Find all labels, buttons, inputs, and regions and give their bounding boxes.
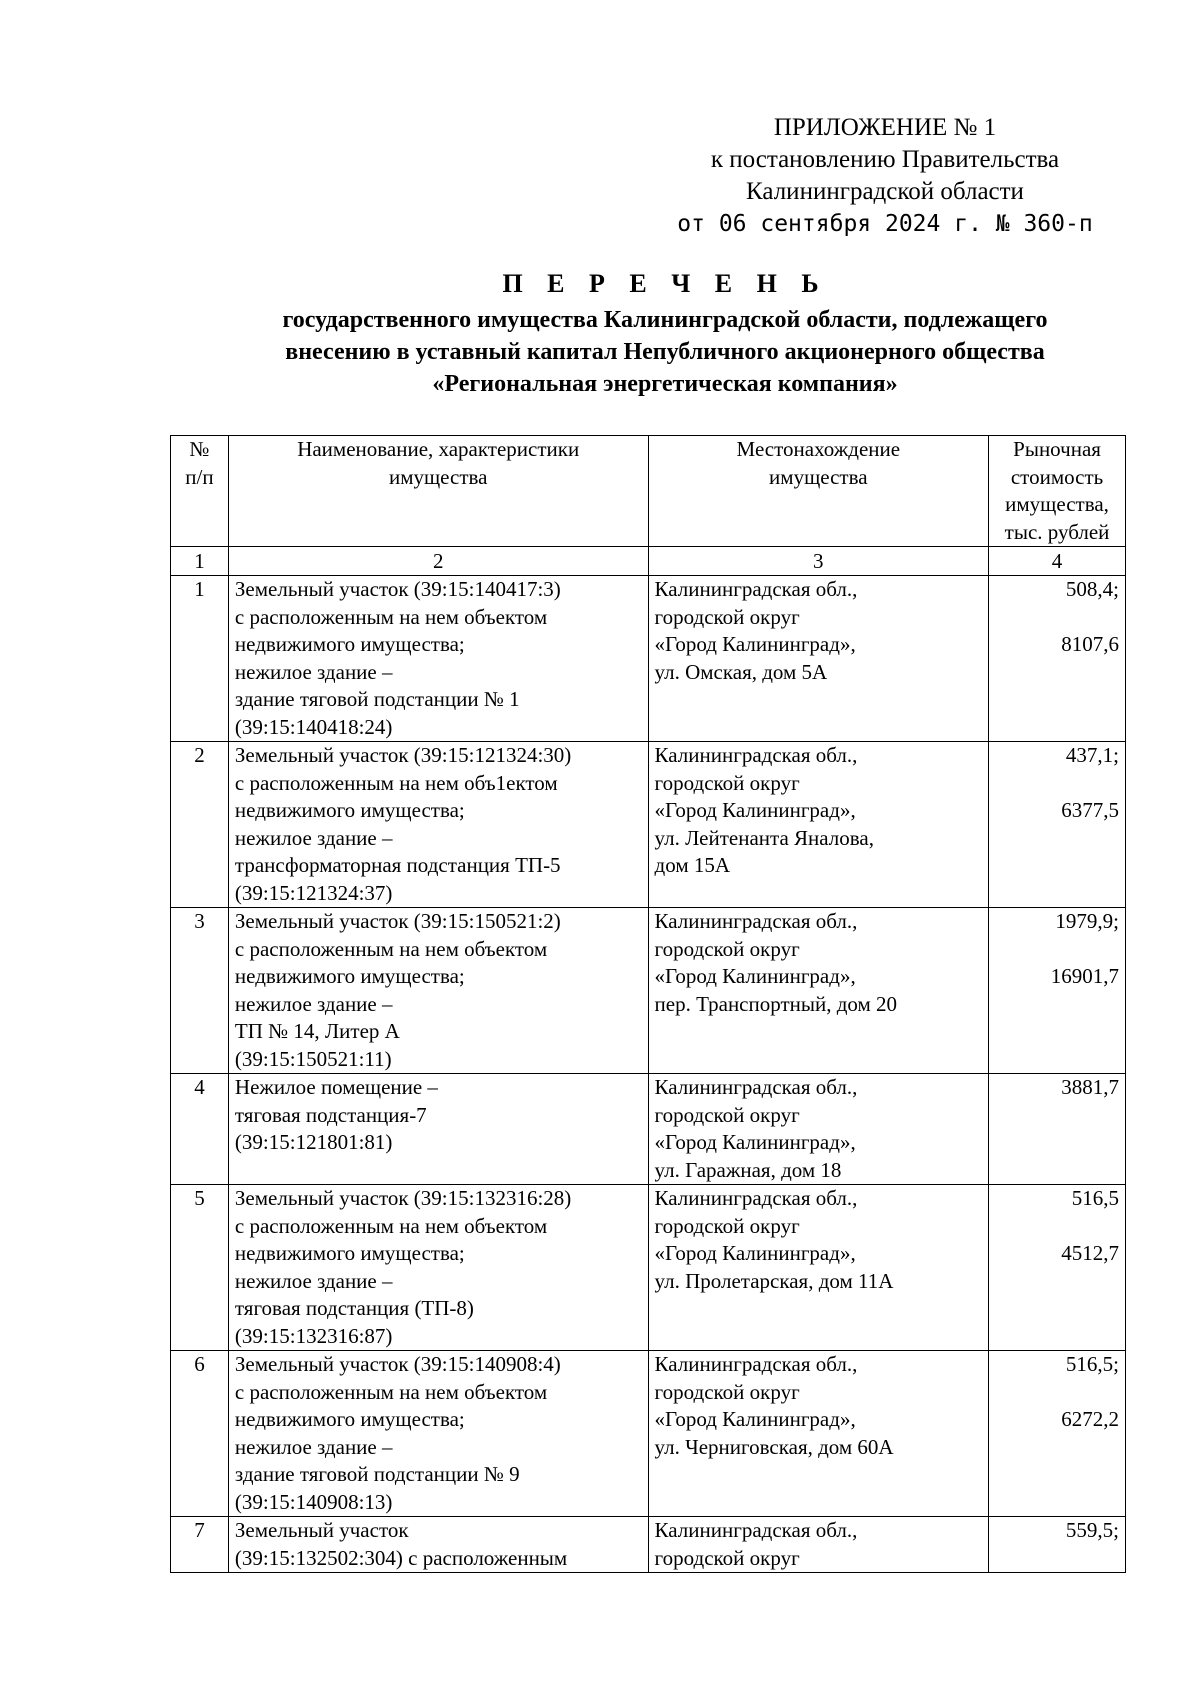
- document-title: [150, 268, 1180, 400]
- row-description: [228, 576, 648, 742]
- location-line: Калининградская обл.,: [654, 1075, 858, 1099]
- description-line: недвижимого имущества;: [234, 1407, 465, 1431]
- table-body: [171, 576, 1126, 1573]
- row-location: [648, 742, 989, 908]
- value-spacer: [995, 604, 1119, 632]
- location-line: городской округ: [654, 936, 800, 961]
- value-land: 516,5: [1071, 1186, 1119, 1210]
- description-line: (39:15:150521:11): [234, 1046, 392, 1071]
- header-description: Наименование, характеристики имущества: [228, 436, 648, 547]
- row-value: [989, 1185, 1126, 1351]
- description-line: с расположенным на нем объектом: [234, 1379, 548, 1404]
- title-line-1: государственного имущества Калининградской области, подлежащего: [282, 307, 1048, 333]
- row-location: [648, 1517, 989, 1573]
- row-location: [648, 1074, 989, 1185]
- value-land: 516,5;: [1065, 1352, 1119, 1376]
- table-row: [171, 908, 1126, 1074]
- description-line: недвижимого имущества;: [234, 964, 465, 988]
- row-index: 5: [171, 1185, 229, 1351]
- value-land: 508,4;: [1065, 577, 1119, 601]
- description-line: трансформаторная подстанция ТП-5: [234, 853, 561, 877]
- value-building: 6272,2: [1061, 1407, 1119, 1431]
- column-number: 2: [228, 547, 648, 576]
- location-line: ул. Пролетарская, дом 11А: [654, 1268, 894, 1293]
- row-index: 3: [171, 908, 229, 1074]
- location-line: городской округ: [654, 1379, 800, 1404]
- description-line: Земельный участок (39:15:140908:4): [234, 1352, 561, 1376]
- location-line: Калининградская обл.,: [654, 1352, 858, 1376]
- header-location: Местонахождение имущества: [648, 436, 989, 547]
- description-line: Земельный участок (39:15:150521:2): [234, 909, 561, 933]
- description-line: с расположенным на нем объ1ектом: [234, 770, 558, 795]
- row-index: 7: [171, 1517, 229, 1573]
- location-line: ул. Гаражная, дом 18: [654, 1157, 842, 1182]
- description-line: с расположенным на нем объектом: [234, 1213, 548, 1238]
- table-row: [171, 1517, 1126, 1573]
- column-number: 4: [989, 547, 1126, 576]
- table-row: [171, 1074, 1126, 1185]
- description-line: здание тяговой подстанции № 1: [234, 687, 520, 711]
- row-description: [228, 1351, 648, 1517]
- table-row: [171, 1351, 1126, 1517]
- location-line: пер. Транспортный, дом 20: [654, 991, 898, 1016]
- value-land: 559,5;: [1065, 1518, 1119, 1542]
- location-line: Калининградская обл.,: [654, 1518, 858, 1542]
- location-line: городской округ: [654, 1545, 800, 1570]
- description-line: здание тяговой подстанции № 9: [234, 1462, 520, 1486]
- description-line: (39:15:140418:24): [234, 714, 393, 739]
- row-location: [648, 576, 989, 742]
- description-line: тяговая подстанция (ТП-8): [234, 1296, 474, 1320]
- table-row: [171, 1185, 1126, 1351]
- row-description: [228, 1517, 648, 1573]
- table-row: [171, 576, 1126, 742]
- column-number: 3: [648, 547, 989, 576]
- appendix-date: от 06 сентября 2024 г. № 360-п: [677, 211, 1093, 237]
- column-number-row: [171, 547, 1126, 576]
- description-line: (39:15:132316:87): [234, 1323, 393, 1348]
- location-line: «Город Калининград»,: [654, 1241, 856, 1265]
- description-line: нежилое здание –: [234, 1268, 393, 1293]
- row-description: [228, 1185, 648, 1351]
- title-main: П Е Р Е Ч Е Н Ь: [502, 269, 828, 298]
- value-building: 16901,7: [1050, 964, 1119, 988]
- value-land: 1979,9;: [1055, 909, 1119, 933]
- value-building: 4512,7: [1061, 1241, 1119, 1265]
- description-line: Земельный участок (39:15:140417:3): [234, 577, 561, 601]
- row-index: 1: [171, 576, 229, 742]
- location-line: городской округ: [654, 1102, 800, 1127]
- description-line: Земельный участок (39:15:121324:30): [234, 743, 572, 767]
- description-line: (39:15:121801:81): [234, 1130, 393, 1154]
- row-description: [228, 908, 648, 1074]
- location-line: ул. Лейтенанта Яналова,: [654, 825, 874, 850]
- value-spacer: [995, 936, 1119, 964]
- description-line: (39:15:140908:13): [234, 1489, 393, 1514]
- appendix-header: [640, 112, 1130, 240]
- appendix-number: ПРИЛОЖЕНИЕ № 1: [773, 114, 997, 141]
- row-value: [989, 576, 1126, 742]
- value-building: 8107,6: [1061, 632, 1119, 656]
- location-line: Калининградская обл.,: [654, 1186, 858, 1210]
- location-line: «Город Калининград»,: [654, 1130, 856, 1154]
- row-index: 6: [171, 1351, 229, 1517]
- appendix-resolution-ref: к постановлению Правительства: [710, 146, 1060, 173]
- column-number: 1: [171, 547, 229, 576]
- description-line: недвижимого имущества;: [234, 798, 465, 822]
- description-line: ТП № 14, Литер А: [234, 1019, 400, 1043]
- value-land: 3881,7: [1061, 1075, 1119, 1099]
- table-row: [171, 742, 1126, 908]
- location-line: ул. Черниговская, дом 60А: [654, 1434, 894, 1459]
- row-location: [648, 1351, 989, 1517]
- location-line: «Город Калининград»,: [654, 1407, 856, 1431]
- title-line-3: «Региональная энергетическая компания»: [432, 371, 898, 397]
- description-line: с расположенным на нем объектом: [234, 604, 548, 629]
- row-location: [648, 1185, 989, 1351]
- description-line: нежилое здание –: [234, 991, 393, 1016]
- row-value: [989, 1074, 1126, 1185]
- row-description: [228, 742, 648, 908]
- header-value: Рыночная стоимость имущества, тыс. рублей: [989, 436, 1126, 547]
- description-line: (39:15:121324:37): [234, 880, 393, 905]
- row-value: [989, 1517, 1126, 1573]
- header-number: № п/п: [171, 436, 229, 547]
- location-line: городской округ: [654, 604, 800, 629]
- location-line: «Город Калининград»,: [654, 632, 856, 656]
- description-line: (39:15:132502:304) с расположенным: [234, 1545, 568, 1570]
- description-line: недвижимого имущества;: [234, 1241, 465, 1265]
- location-line: дом 15А: [654, 853, 731, 877]
- row-index: 4: [171, 1074, 229, 1185]
- title-line-2: внесению в уставный капитал Непубличного акционерного общества: [285, 339, 1045, 365]
- row-description: [228, 1074, 648, 1185]
- property-table: [170, 435, 1126, 1573]
- table-header-row: [171, 436, 1126, 547]
- location-line: Калининградская обл.,: [654, 743, 858, 767]
- description-line: Земельный участок (39:15:132316:28): [234, 1186, 572, 1210]
- value-land: 437,1;: [1065, 743, 1119, 767]
- value-spacer: [995, 1213, 1119, 1241]
- value-spacer: [995, 770, 1119, 798]
- row-index: 2: [171, 742, 229, 908]
- location-line: городской округ: [654, 1213, 800, 1238]
- description-line: нежилое здание –: [234, 825, 393, 850]
- description-line: Нежилое помещение –: [234, 1075, 438, 1099]
- location-line: ул. Омская, дом 5А: [654, 659, 828, 684]
- value-spacer: [995, 1379, 1119, 1407]
- row-location: [648, 908, 989, 1074]
- appendix-region: Калининградской области: [746, 178, 1024, 205]
- location-line: «Город Калининград»,: [654, 964, 856, 988]
- row-value: [989, 742, 1126, 908]
- row-value: [989, 908, 1126, 1074]
- location-line: Калининградская обл.,: [654, 909, 858, 933]
- location-line: «Город Калининград»,: [654, 798, 856, 822]
- location-line: Калининградская обл.,: [654, 577, 858, 601]
- location-line: городской округ: [654, 770, 800, 795]
- description-line: тяговая подстанция-7: [234, 1102, 427, 1127]
- row-value: [989, 1351, 1126, 1517]
- value-building: 6377,5: [1061, 798, 1119, 822]
- description-line: недвижимого имущества;: [234, 632, 465, 656]
- description-line: с расположенным на нем объектом: [234, 936, 548, 961]
- description-line: нежилое здание –: [234, 1434, 393, 1459]
- description-line: Земельный участок: [234, 1518, 409, 1542]
- description-line: нежилое здание –: [234, 659, 393, 684]
